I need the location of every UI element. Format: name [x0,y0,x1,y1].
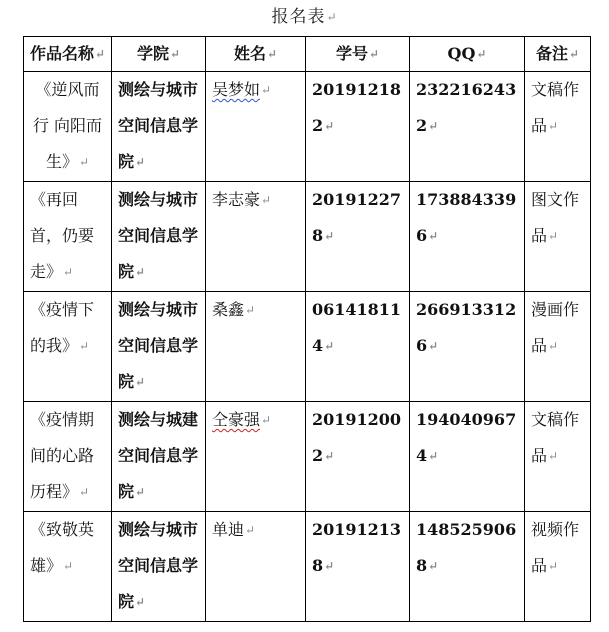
cell-student-id: 201912002↵ [306,402,410,512]
cell-note: 图文作品↵ [525,182,591,292]
cell-work-title: 《致敬英雄》↵ [24,512,112,622]
paragraph-mark-icon: ↵ [326,10,338,24]
cell-qq: 1940409674↵ [410,402,525,512]
cell-qq: 2322162432↵ [410,72,525,182]
table-row [24,182,591,292]
form-title [0,6,609,28]
cell-qq: 1738843396↵ [410,182,525,292]
cell-qq: 1485259068↵ [410,512,525,622]
cell-note: 视频作品↵ [525,512,591,622]
header-qq: QQ↵ [410,37,525,72]
cell-student-id: 061418114↵ [306,292,410,402]
cell-work-title: 《逆风而行 向阳而生》↵ [24,72,112,182]
table-row [24,402,591,512]
header-student-id: 学号↵ [306,37,410,72]
header-name: 姓名↵ [206,37,306,72]
table-header-row [24,37,591,72]
header-note: 备注↵ [525,37,591,72]
cell-work-title: 《疫情下的我》↵ [24,292,112,402]
form-title-text: 报名表 [271,7,326,27]
table-row [24,72,591,182]
cell-qq: 2669133126↵ [410,292,525,402]
cell-note: 漫画作品↵ [525,292,591,402]
header-work-title: 作品名称↵ [24,37,112,72]
cell-student-id: 201912138↵ [306,512,410,622]
cell-college: 测绘与城市空间信息学院↵ [112,72,206,182]
header-college: 学院↵ [112,37,206,72]
cell-name: 仝豪强↵ [206,402,306,512]
cell-college: 测绘与城建空间信息学院↵ [112,402,206,512]
cell-student-id: 201912278↵ [306,182,410,292]
cell-name: 李志豪↵ [206,182,306,292]
cell-note: 文稿作品↵ [525,72,591,182]
cell-college: 测绘与城市空间信息学院↵ [112,292,206,402]
cell-college: 测绘与城市空间信息学院↵ [112,182,206,292]
cell-work-title: 《疫情期间的心路历程》↵ [24,402,112,512]
cell-work-title: 《再回首，仍要走》↵ [24,182,112,292]
cell-name: 桑鑫↵ [206,292,306,402]
cell-college: 测绘与城市空间信息学院↵ [112,512,206,622]
table-row [24,512,591,622]
cell-student-id: 201912182↵ [306,72,410,182]
cell-note: 文稿作品↵ [525,402,591,512]
registration-table [23,36,591,622]
cell-name: 吴梦如↵ [206,72,306,182]
table-row [24,292,591,402]
cell-name: 单迪↵ [206,512,306,622]
